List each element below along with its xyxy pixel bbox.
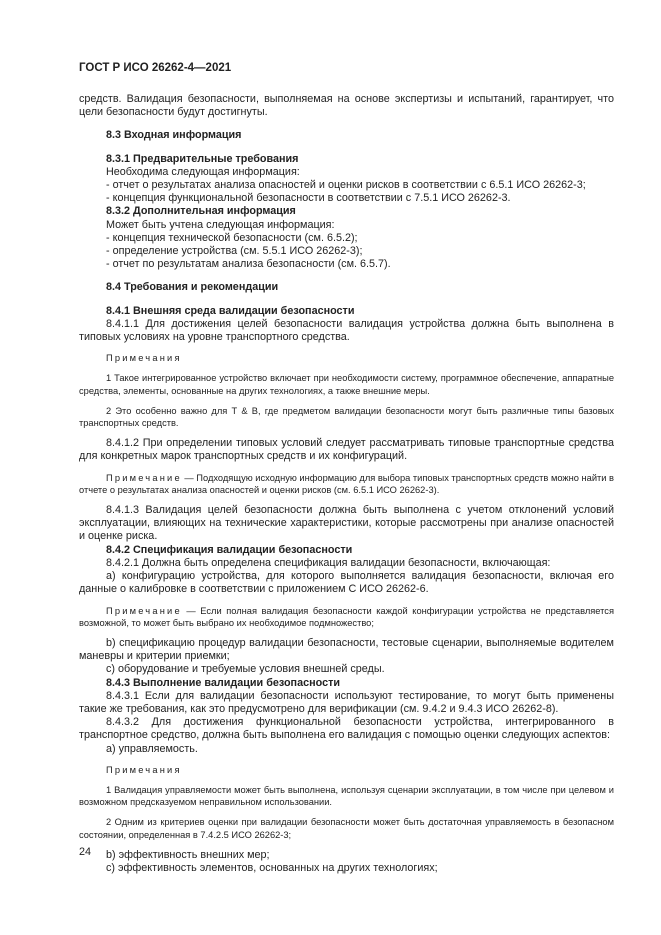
section-heading-8-3: 8.3 Входная информация <box>106 129 242 142</box>
note-item: 1 Такое интегрированное устройство включает при необходимости систему, программное обеспечение, аппаратные средства, элементы, основанные на других технологиях, а также внешние меры. <box>79 373 614 396</box>
list-item: - отчет о результатах анализа опасностей и оценки рисков в соответствии с 6.5.1 ИСО 26262-3; <box>106 179 586 192</box>
subsection-heading-8-3-2: 8.3.2 Дополнительная информация <box>106 205 296 218</box>
section-heading-8-4: 8.4 Требования и рекомендации <box>106 281 279 294</box>
standard-header: ГОСТ Р ИСО 26262-4—2021 <box>79 62 232 74</box>
paragraph: 8.4.1.2 При определении типовых условий следует рассматривать типовые транспортные средства для конкретных марок транспортных средств и их конфигураций. <box>79 437 614 463</box>
paragraph: 8.4.3.1 Если для валидации безопасности используют тестирование, то могут быть применены такие же требования, как это предусмотрено для верификации (см. 9.4.2 и 9.4.3 ИСО 26262-8). <box>79 689 614 715</box>
page-number: 24 <box>79 846 92 858</box>
subsection-heading-8-3-1: 8.3.1 Предварительные требования <box>106 152 299 165</box>
document-body <box>79 93 614 875</box>
note-label: Примечание <box>106 605 182 616</box>
note-text: — Подходящую исходную информацию для выбора типовых транспортных средств можно найти в отчете о результатах анализа опасностей и оценки рисков (см. 6.5.1 ИСО 26262-3). <box>79 472 614 495</box>
list-item: а) конфигурацию устройства, для которого выполняется валидация безопасности, включая его данные о калибровке в соответствии с приложением С ИСО 26262-6. <box>79 570 614 596</box>
paragraph: 8.4.1.3 Валидация целей безопасности должна быть выполнена с учетом отклонений условий эксплуатации, влияющих на технические характеристики, которые рассмотрены при анализе опасностей и оценке риска. <box>79 504 614 543</box>
list-item: - отчет по результатам анализа безопасности (см. 6.5.7). <box>106 258 391 271</box>
note <box>79 605 614 629</box>
note <box>79 472 614 496</box>
paragraph: 8.4.1.1 Для достижения целей безопасности валидация устройства должна быть выполнена в типовых условиях на уровне транспортного средства. <box>79 317 614 344</box>
notes-label: Примечания <box>106 353 182 364</box>
paragraph: 8.4.2.1 Должна быть определена спецификация валидации безопасности, включающая: <box>106 556 551 569</box>
list-item: - концепция функциональной безопасности в соответствии с 7.5.1 ИСО 26262-3. <box>106 192 511 205</box>
paragraph: средств. Валидация безопасности, выполняемая на основе экспертизы и испытаний, гарантирует, что цели безопасности будут достигнуты. <box>79 93 614 119</box>
paragraph: Необходима следующая информация: <box>106 165 300 178</box>
subsection-heading-8-4-3: 8.4.3 Выполнение валидации безопасности <box>106 676 340 689</box>
note-text: — Если полная валидация безопасности каждой конфигурации устройства не представляется возможной, то может быть выбрано их необходимое подмножество; <box>79 605 614 628</box>
list-item: - определение устройства (см. 5.5.1 ИСО 26262-3); <box>106 245 363 258</box>
subsection-heading-8-4-2: 8.4.2 Спецификация валидации безопасности <box>106 543 353 556</box>
notes-label: Примечания <box>106 764 182 775</box>
list-item: с) эффективность элементов, основанных на других технологиях; <box>106 861 438 874</box>
note-item: 1 Валидация управляемости может быть выполнена, используя сценарии эксплуатации, в том числе при целевом и возможном предсказуемом неправильном использовании. <box>79 784 614 808</box>
list-item: b) эффективность внешних мер; <box>106 848 270 861</box>
note-item: 2 Одним из критериев оценки при валидации безопасности может быть достаточная управляемость в безопасном состоянии, определенная в 7.4.2.5 ИСО 26262-3; <box>79 817 614 840</box>
note-item: 2 Это особенно важно для Т & В, где предметом валидации безопасности могут быть различные типы базовых транспортных средств. <box>79 405 614 429</box>
list-item: - концепция технической безопасности (см. 6.5.2); <box>106 231 358 244</box>
paragraph: Может быть учтена следующая информация: <box>106 218 335 231</box>
list-item: b) спецификацию процедур валидации безопасности, тестовые сценарии, выполняемые водителем маневры и критерии приемки; <box>79 636 614 663</box>
paragraph: 8.4.3.2 Для достижения функциональной безопасности устройства, интегрированного в транспортное средство, должна быть выполнена его валидация с помощью оценки следующих аспектов: <box>79 716 614 742</box>
subsection-heading-8-4-1: 8.4.1 Внешняя среда валидации безопасности <box>106 304 355 317</box>
list-item: а) управляемость. <box>106 742 198 755</box>
note-label: Примечание <box>106 472 182 483</box>
list-item: с) оборудование и требуемые условия внешней среды. <box>106 663 385 676</box>
